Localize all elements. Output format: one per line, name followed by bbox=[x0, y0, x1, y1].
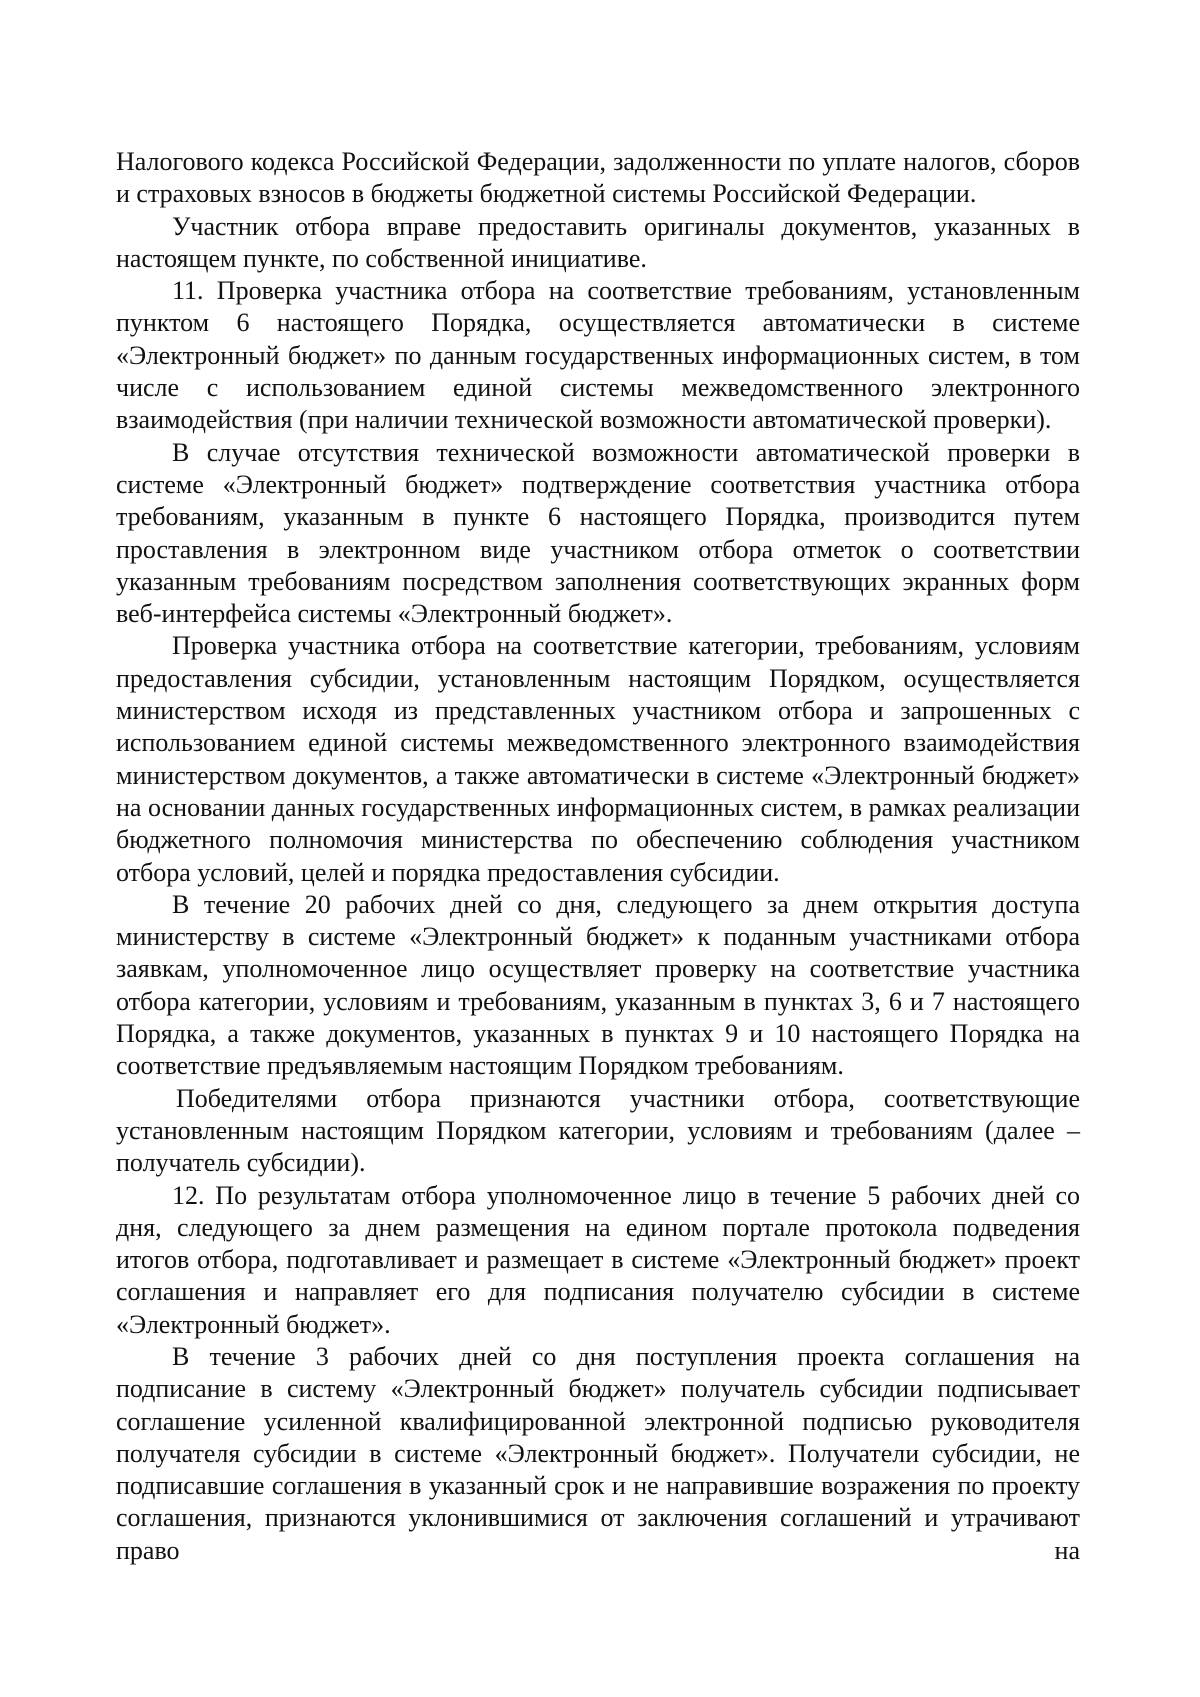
paragraph-winners: Победителями отбора признаются участники отбора, соответствующие установленным настоящим Порядком категории, условиям и требованиям (далее – получатель субсидии). bbox=[116, 1083, 1080, 1178]
paragraph-item-11: 11. Проверка участника отбора на соответствие требованиям, установленным пунктом 6 настоящего Порядка, осуществляется автоматически в системе «Электронный бюджет» по данным государственных информационных систем, в том числе с использованием единой системы межведомственного электронного взаимодействия (при наличии технической возможности автоматической проверки). bbox=[116, 276, 1080, 435]
paragraph-original-documents: Участник отбора вправе предоставить оригиналы документов, указанных в настоящем пункте, по собственной инициативе. bbox=[116, 211, 1080, 273]
document-body bbox=[116, 146, 1080, 1567]
paragraph-category-check: Проверка участника отбора на соответствие категории, требованиям, условиям предоставления субсидии, установленным настоящим Порядком, осуществляется министерством исходя из представленных участником отбора и запрошенных с использованием единой системы межведомственного электронного взаимодействия министерством документов, а также автоматически в системе «Электронный бюджет» на основании данных государственных информационных систем, в рамках реализации бюджетного полномочия министерства по обеспечению соблюдения участником отбора условий, целей и порядка предоставления субсидии. bbox=[116, 631, 1080, 887]
paragraph-item-12: 12. По результатам отбора уполномоченное лицо в течение 5 рабочих дней со дня, следующего за днем размещения на едином портале протокола подведения итогов отбора, подготавливает и размещает в системе «Электронный бюджет» проект соглашения и направляет его для подписания получателю субсидии в системе «Электронный бюджет». bbox=[116, 1180, 1080, 1339]
paragraph-20-working-days: В течение 20 рабочих дней со дня, следующего за днем открытия доступа министерству в системе «Электронный бюджет» к поданным участниками отбора заявкам, уполномоченное лицо осуществляет проверку на соответствие участника отбора категории, условиям и требованиям, указанным в пунктах 3, 6 и 7 настоящего Порядка, а также документов, указанных в пунктах 9 и 10 настоящего Порядка на соответствие предъявляемым настоящим Порядком требованиям. bbox=[116, 889, 1080, 1081]
paragraph-no-technical-possibility: В случае отсутствия технической возможности автоматической проверки в системе «Электронный бюджет» подтверждение соответствия участника отбора требованиям, указанным в пункте 6 настоящего Порядка, производится путем проставления в электронном виде участником отбора отметок о соответствии указанным требованиям посредством заполнения соответствующих экранных форм веб-интерфейса системы «Электронный бюджет». bbox=[116, 437, 1080, 629]
paragraph-tax-code-continuation: Налогового кодекса Российской Федерации, задолженности по уплате налогов, сборов и страховых взносов в бюджеты бюджетной системы Российской Федерации. bbox=[116, 147, 1080, 209]
paragraph-3-working-days: В течение 3 рабочих дней со дня поступления проекта соглашения на подписание в систему «Электронный бюджет» получатель субсидии подписывает соглашение усиленной квалифицированной электронной подписью руководителя получателя субсидии в системе «Электронный бюджет». Получатели субсидии, не подписавшие соглашения в указанный срок и не направившие возражения по проекту соглашения, признаются уклонившимися от заключения соглашений и утрачивают право на bbox=[116, 1341, 1080, 1565]
